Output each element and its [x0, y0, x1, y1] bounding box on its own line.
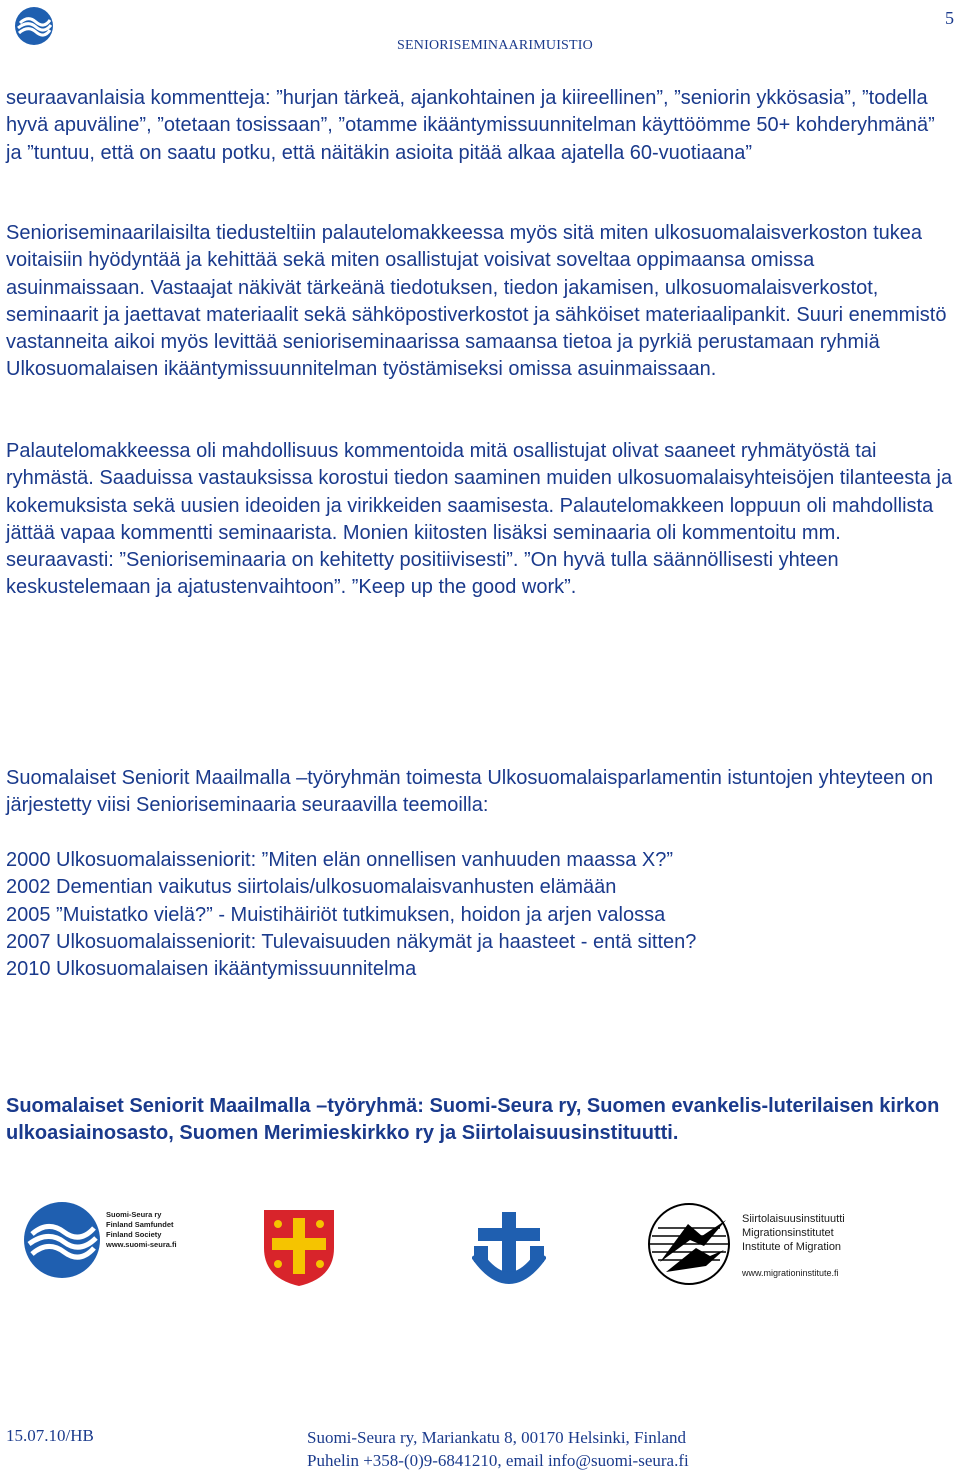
migration-logo-url: www.migrationinstitute.fi	[742, 1268, 839, 1278]
church-crest-icon	[262, 1208, 336, 1288]
working-group-statement: Suomalaiset Seniorit Maailmalla –työryhmä: Suomi-Seura ry, Suomen evankelis-luterilaisen kirkon ulkoasiainosasto, Suomen Merimieskirkko ry ja Siirtolaisuusinstituutti.	[6, 1095, 940, 1145]
page-number: 5	[945, 8, 954, 28]
seminar-list	[6, 847, 954, 983]
footer-date: 15.07.10/HB	[6, 1426, 94, 1445]
list-item: 2005 ”Muistatko vielä?” - Muistihäiriöt tutkimuksen, hoidon ja arjen valossa	[6, 903, 666, 926]
footer-address-block	[307, 1426, 757, 1472]
suomi-seura-logo-line: Suomi-Seura ry	[106, 1210, 162, 1219]
header-title: SENIORISEMINAARIMUISTIO	[397, 38, 593, 53]
seamens-church-anchor-cross-icon	[472, 1210, 546, 1290]
paragraph-seminars-intro: Suomalaiset Seniorit Maailmalla –työryhmän toimesta Ulkosuomalaisparlamentin istuntojen yhteyteen on järjestetty viisi Senioriseminaaria seuraavilla teemoilla:	[6, 767, 934, 817]
suomi-seura-logo	[22, 1200, 182, 1280]
list-item: 2000 Ulkosuomalaisseniorit: ”Miten elän onnellisen vanhuuden maassa X?”	[6, 849, 674, 871]
suomi-seura-header-logo	[14, 6, 54, 46]
footer-address: Suomi-Seura ry, Mariankatu 8, 00170 Helsinki, Finland	[307, 1428, 686, 1447]
migration-logo-line: Migrationsinstitutet	[742, 1227, 834, 1239]
list-item: 2007 Ulkosuomalaisseniorit: Tulevaisuuden näkymät ja haasteet - entä sitten?	[6, 930, 697, 953]
paragraph-comments: seuraavanlaisia kommentteja: ”hurjan tärkeä, ajankohtainen ja kiireellinen”, ”seniorin ykkösasia”, ”todella hyvä apuväline”, ”otetaan tosissaan”, ”otamme ikääntymissuunnitelman käyttöömme 50+ kohderyhmänä” ja ”tuntuu, että on saatu potku, että näitäkin asioita pitää alkaa ajatella 60-vuotiaana”	[6, 87, 935, 164]
migration-logo-line: Siirtolaisuusinstituutti	[742, 1213, 845, 1225]
paragraph-network: Senioriseminaarilaisilta tiedusteltiin palautelomakkeessa myös sitä miten ulkosuomalaisverkoston tukea voitaisiin hyödyntää ja kehittää sekä miten osallistujat voisivat soveltaa oppimaansa omissa asuinmaissaan. Vastaajat näkivät tärkeänä tiedotuksen, tiedon jakamisen, ulkosuomalaisverkostot, seminaarit ja jaettavat materiaalit sekä sähköpostiverkostot ja sähköiset materiaalipankit. Suuri enemmistö vastanneita aikoi myös levittää senioriseminaarissa samaansa tietoa ja pyrkiä perustamaan ryhmiä Ulkosuomalaisen ikääntymissuunnitelman työstämiseksi omissa asuinmaissaan.	[6, 222, 947, 381]
footer-contact: Puhelin +358-(0)9-6841210, email info@suomi-seura.fi	[307, 1451, 689, 1470]
suomi-seura-logo-line: www.suomi-seura.fi	[106, 1240, 177, 1249]
suomi-seura-logo-line: Finland Society	[106, 1230, 162, 1239]
paragraph-feedback: Palautelomakkeessa oli mahdollisuus kommentoida mitä osallistujat olivat saaneet ryhmätyöstä tai ryhmästä. Saaduissa vastauksissa korostui tiedon saaminen muiden ulkosuomalaisyhteisöjen tilanteesta ja kokemuksista sekä uusien ideoiden ja virikkeiden saamisesta. Palautelomakkeen loppuun oli mahdollista jättää vapaa kommentti seminaarista. Monien kiitosten lisäksi seminaaria oli kommentoitu mm. seuraavasti: ”Senioriseminaaria on kehitetty positiivisesti”. ”On hyvä tulla säännöllisesti yhteen keskustelemaan ja ajatustenvaihtoon”. ”Keep up the good work”.	[6, 440, 953, 599]
list-item: 2002 Dementian vaikutus siirtolais/ulkosuomalaisvanhusten elämään	[6, 876, 617, 899]
suomi-seura-logo-line: Finland Samfundet	[106, 1220, 174, 1229]
migration-logo-line: Institute of Migration	[742, 1241, 842, 1253]
list-item: 2010 Ulkosuomalaisen ikääntymissuunnitelma	[6, 958, 417, 981]
migration-institute-logo	[640, 1202, 870, 1286]
